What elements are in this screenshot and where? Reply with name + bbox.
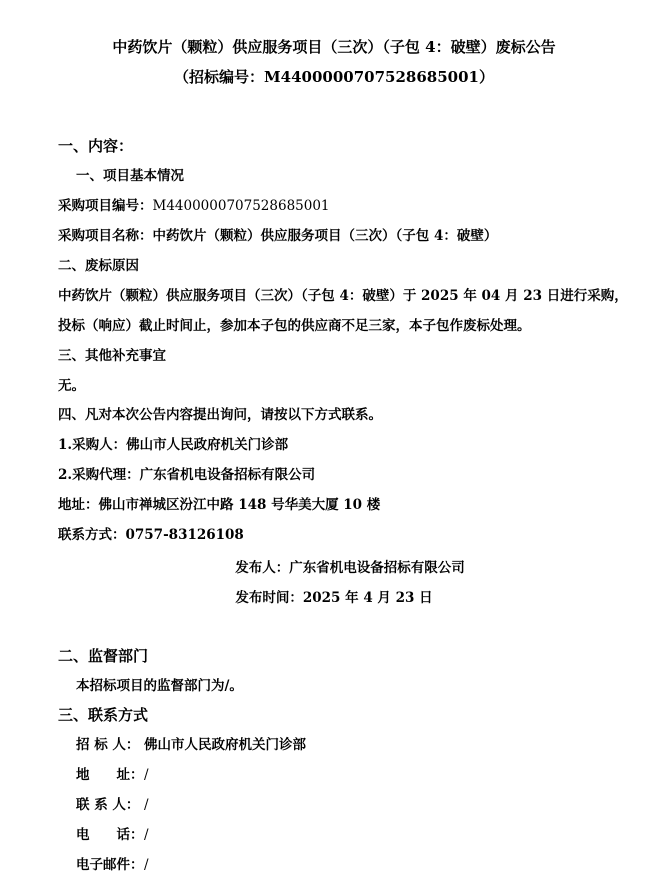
contact-phone-value: / — [144, 827, 149, 843]
agent-line: 2.采购代理：广东省机电设备招标有限公司 — [58, 467, 316, 483]
contact-address-label: 地 址： — [76, 767, 144, 783]
contact-phone-row — [76, 826, 149, 844]
project-name-row — [58, 227, 497, 245]
contact-email-row — [76, 856, 149, 874]
contact-person-row — [76, 796, 149, 814]
contact-address-row — [76, 766, 149, 784]
contact-email-value: / — [144, 857, 149, 873]
contact-email-label: 电子邮件： — [76, 857, 144, 873]
reason-heading: 二、废标原因 — [58, 258, 139, 274]
contact-person-value: / — [144, 797, 149, 813]
tenderer-row — [76, 736, 306, 754]
other-value: 无。 — [58, 378, 85, 394]
tenderer-value: 佛山市人民政府机关门诊部 — [144, 737, 306, 753]
contact-person-label: 联 系 人： — [76, 797, 140, 813]
publisher-line: 发布人：广东省机电设备招标有限公司 — [235, 560, 465, 576]
purchaser-line: 1.采购人：佛山市人民政府机关门诊部 — [58, 437, 289, 453]
tender-number: （招标编号：M4400000707528685001） — [174, 68, 494, 86]
basic-info-heading: 一、项目基本情况 — [76, 168, 184, 184]
supervision-heading: 二、监督部门 — [58, 647, 149, 665]
contact-address-value: / — [144, 767, 149, 783]
reason-line-2: 投标（响应）截止时间止，参加本子包的供应商不足三家，本子包作废标处理。 — [58, 318, 531, 334]
other-heading: 三、其他补充事宜 — [58, 348, 166, 364]
project-name-value: 中药饮片（颗粒）供应服务项目（三次）（子包 4：破壁） — [152, 228, 498, 244]
project-number-row — [58, 197, 330, 215]
reason-line-1: 中药饮片（颗粒）供应服务项目（三次）（子包 4：破壁）于 2025 年 04 月 23 日进行采购， — [58, 288, 628, 304]
supervision-text: 本招标项目的监督部门为/。 — [76, 678, 243, 694]
inquiry-heading: 四、凡对本次公告内容提出询问，请按以下方式联系。 — [58, 407, 382, 423]
contacts-heading: 三、联系方式 — [58, 706, 149, 724]
tenderer-label: 招 标 人： — [76, 737, 140, 753]
section-content-heading: 一、内容： — [58, 137, 134, 155]
contact-line: 联系方式：0757-83126108 — [58, 527, 244, 543]
project-number-value: M4400000707528685001 — [152, 198, 330, 214]
contact-phone-label: 电 话： — [76, 827, 144, 843]
publish-time-line: 发布时间：2025 年 4 月 23 日 — [235, 590, 433, 606]
notice-title: 中药饮片（颗粒）供应服务项目（三次）（子包 4：破壁）废标公告 — [112, 38, 556, 56]
address-line: 地址：佛山市禅城区汾江中路 148 号华美大厦 10 楼 — [58, 497, 381, 513]
project-name-label: 采购项目名称： — [58, 228, 153, 244]
project-number-label: 采购项目编号： — [58, 198, 153, 214]
